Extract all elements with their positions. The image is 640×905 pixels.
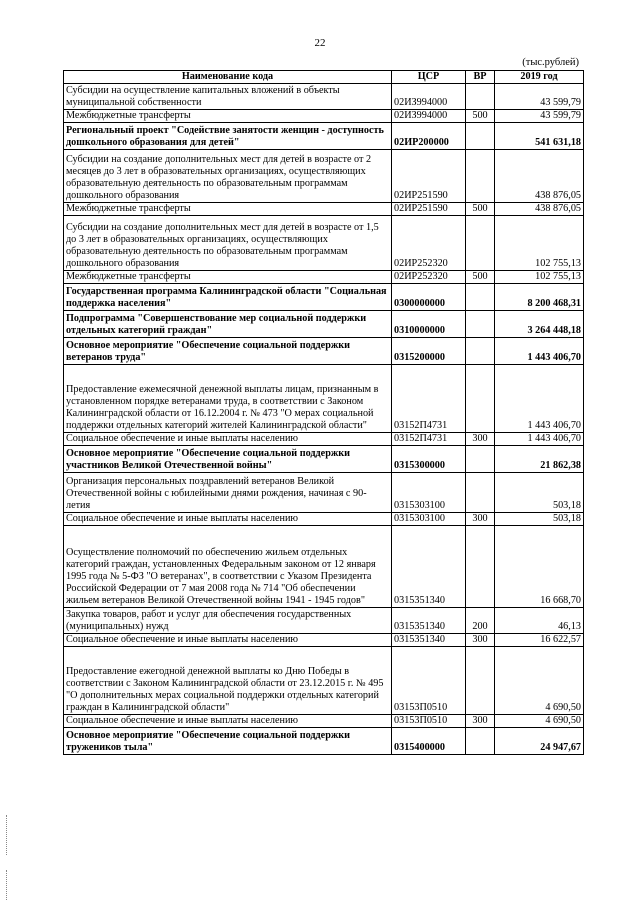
row-vr: 500 [466,203,495,216]
row-sum: 438 876,05 [495,150,584,203]
row-vr [466,284,495,311]
row-csr: 0315303100 [392,473,466,513]
table-row [64,473,584,513]
row-sum: 1 443 406,70 [495,365,584,433]
table-row [64,203,584,216]
row-csr: 0315300000 [392,446,466,473]
table-row [64,715,584,728]
row-name: Региональный проект "Содействие занятости женщин - доступность дошкольного образования для детей" [64,123,392,150]
table-row [64,728,584,755]
row-sum: 21 862,38 [495,446,584,473]
row-csr: 02ИР251590 [392,203,466,216]
row-csr: 02ИР251590 [392,150,466,203]
row-csr: 03153П0510 [392,647,466,715]
row-vr: 500 [466,271,495,284]
row-name: Организация персональных поздравлений ветеранов Великой Отечественной войны с юбилейными днями рождения, начиная с 90-летия [64,473,392,513]
row-name: Предоставление ежегодной денежной выплаты ко Дню Победы в соответствии с Законом Калининградской области от 23.12.2015 г. № 495 "О дополнительных мерах социальной поддержки отдельных категорий граждан в Калининградской области" [64,647,392,715]
table-row [64,634,584,647]
row-csr: 0315351340 [392,608,466,634]
table-row [64,284,584,311]
row-vr [466,526,495,608]
row-name: Основное мероприятие "Обеспечение социальной поддержки тружеников тыла" [64,728,392,755]
row-name: Межбюджетные трансферты [64,110,392,123]
row-sum: 1 443 406,70 [495,338,584,365]
row-vr: 300 [466,715,495,728]
row-csr: 02ИЗ994000 [392,110,466,123]
row-csr: 0315303100 [392,513,466,526]
table-row [64,150,584,203]
header-vr: ВР [466,71,495,84]
row-csr: 03153П0510 [392,715,466,728]
units-label: (тыс.рублей) [522,57,579,68]
row-name: Субсидии на создание дополнительных мест для детей в возрасте от 1,5 до 3 лет в образовательных организациях, осуществляющих образовательную деятельность по образовательным программам дошкольного образования [64,216,392,271]
row-vr [466,311,495,338]
row-vr [466,728,495,755]
row-csr: 02ИР252320 [392,216,466,271]
row-name: Закупка товаров, работ и услуг для обеспечения государственных (муниципальных) нужд [64,608,392,634]
table-row [64,110,584,123]
row-name: Социальное обеспечение и иные выплаты населению [64,433,392,446]
row-vr [466,473,495,513]
row-name: Межбюджетные трансферты [64,203,392,216]
row-sum: 3 264 448,18 [495,311,584,338]
table-header-row [64,71,584,84]
row-csr: 0310000000 [392,311,466,338]
table-row [64,608,584,634]
row-csr: 0315400000 [392,728,466,755]
margin-mark [6,870,8,900]
row-name: Социальное обеспечение и иные выплаты населению [64,715,392,728]
row-name: Межбюджетные трансферты [64,271,392,284]
row-sum: 46,13 [495,608,584,634]
row-name: Основное мероприятие "Обеспечение социальной поддержки участников Великой Отечественной войны" [64,446,392,473]
row-vr [466,446,495,473]
table-row [64,271,584,284]
row-vr: 300 [466,513,495,526]
table-row [64,84,584,110]
row-sum: 438 876,05 [495,203,584,216]
row-vr [466,216,495,271]
row-csr: 03152П4731 [392,365,466,433]
row-vr [466,84,495,110]
table-row [64,526,584,608]
row-vr [466,123,495,150]
row-csr: 02ИЗ994000 [392,84,466,110]
margin-mark [6,815,8,855]
row-vr: 200 [466,608,495,634]
row-csr: 0315351340 [392,634,466,647]
table-row [64,446,584,473]
table-row [64,513,584,526]
row-name: Субсидии на осуществление капитальных вложений в объекты муниципальной собственности [64,84,392,110]
row-csr: 0300000000 [392,284,466,311]
row-sum: 8 200 468,31 [495,284,584,311]
row-name: Социальное обеспечение и иные выплаты населению [64,513,392,526]
row-csr: 02ИР252320 [392,271,466,284]
row-vr [466,338,495,365]
row-sum: 541 631,18 [495,123,584,150]
row-sum: 24 947,67 [495,728,584,755]
row-sum: 43 599,79 [495,84,584,110]
row-sum: 503,18 [495,513,584,526]
row-vr: 300 [466,634,495,647]
row-vr: 300 [466,433,495,446]
row-vr: 500 [466,110,495,123]
header-name: Наименование кода [64,71,392,84]
table-row [64,216,584,271]
row-csr: 0315351340 [392,526,466,608]
row-vr [466,365,495,433]
header-year: 2019 год [495,71,584,84]
table-body [64,84,584,755]
row-vr [466,647,495,715]
row-sum: 43 599,79 [495,110,584,123]
table-row [64,647,584,715]
table-row [64,433,584,446]
row-name: Субсидии на создание дополнительных мест для детей в возрасте от 2 месяцев до 3 лет в образовательных организациях, осуществляющих образовательную деятельность по образовательным программам дошкольного образования [64,150,392,203]
budget-table [63,70,584,755]
header-csr: ЦСР [392,71,466,84]
row-sum: 4 690,50 [495,647,584,715]
row-csr: 03152П4731 [392,433,466,446]
row-sum: 4 690,50 [495,715,584,728]
row-csr: 0315200000 [392,338,466,365]
row-vr [466,150,495,203]
row-sum: 16 622,57 [495,634,584,647]
row-sum: 503,18 [495,473,584,513]
row-sum: 102 755,13 [495,271,584,284]
row-name: Государственная программа Калининградской области "Социальная поддержка населения" [64,284,392,311]
table-row [64,123,584,150]
row-name: Социальное обеспечение и иные выплаты населению [64,634,392,647]
row-name: Подпрограмма "Совершенствование мер социальной поддержки отдельных категорий граждан" [64,311,392,338]
row-sum: 16 668,70 [495,526,584,608]
row-sum: 102 755,13 [495,216,584,271]
table-row [64,365,584,433]
row-name: Предоставление ежемесячной денежной выплаты лицам, признанным в установленном порядке ветеранами труда, в соответствии с Законом Калининградской области от 16.12.2004 г. № 473 "О мерах социальной поддержки отдельных категорий жителей Калининградской области" [64,365,392,433]
page-number: 22 [314,37,326,49]
row-name: Основное мероприятие "Обеспечение социальной поддержки ветеранов труда" [64,338,392,365]
table-row [64,311,584,338]
row-csr: 02ИР200000 [392,123,466,150]
row-name: Осуществление полномочий по обеспечению жильем отдельных категорий граждан, установленных Федеральным законом от 12 января 1995 года № 5-ФЗ "О ветеранах", в соответствии с Указом Президента Российской Федерации от 7 мая 2008 года № 714 "Об обеспечении жильем ветеранов Великой Отечественной войны 1941 - 1945 годов" [64,526,392,608]
row-sum: 1 443 406,70 [495,433,584,446]
table-row [64,338,584,365]
